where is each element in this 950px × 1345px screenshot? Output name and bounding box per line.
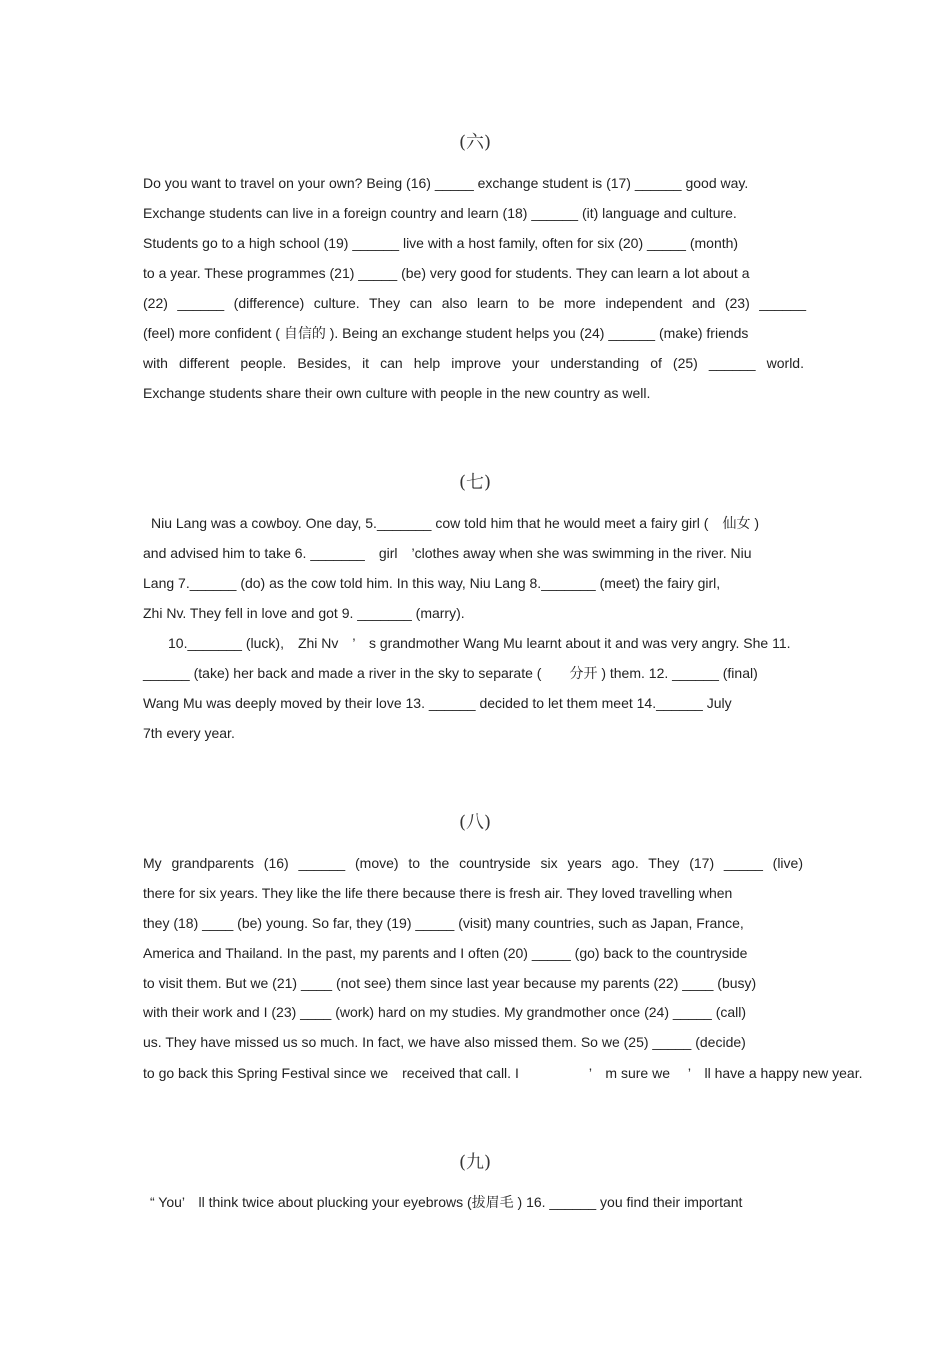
- text-line: 10._______ (luck), Zhi Nv ’ s grandmother Wang Mu learnt about it and was very angry. She 11.: [168, 635, 791, 651]
- section-heading: (八): [458, 812, 492, 833]
- text-line: My grandparents (16) ______ (move) to the countryside six years ago. They (17) _____ (live): [143, 855, 803, 871]
- text-line: to a year. These programmes (21) _____ (be) very good for students. They can learn a lot about a: [143, 265, 750, 281]
- text-line: America and Thailand. In the past, my parents and I often (20) _____ (go) back to the countryside: [143, 945, 748, 961]
- text-line: and advised him to take 6. _______ girl ’clothes away when she was swimming in the river. Niu: [143, 545, 752, 561]
- section-heading: (七): [458, 472, 492, 493]
- section-heading: (六): [458, 132, 492, 153]
- text-line: they (18) ____ (be) young. So far, they (19) _____ (visit) many countries, such as Japan, France,: [143, 915, 744, 931]
- text-line: to go back this Spring Festival since we received that call. I ’ m sure we ’ ll have a happy new year.: [143, 1065, 863, 1081]
- text-line: (22) ______ (difference) culture. They can also learn to be more independent and (23) ______: [143, 295, 806, 311]
- text-line: Lang 7.______ (do) as the cow told him. In this way, Niu Lang 8._______ (meet) the fairy girl,: [143, 575, 721, 591]
- text-line: (feel) more confident ( 自信的 ). Being an exchange student helps you (24) ______ (make) friends: [143, 325, 749, 341]
- text-line: Wang Mu was deeply moved by their love 13. ______ decided to let them meet 14.______ July: [143, 695, 732, 711]
- text-line: Exchange students can live in a foreign country and learn (18) ______ (it) language and culture.: [143, 205, 737, 221]
- text-line: Exchange students share their own culture with people in the new country as well.: [143, 385, 651, 401]
- section-heading: (九): [458, 1152, 492, 1173]
- text-line: Zhi Nv. They fell in love and got 9. _______ (marry).: [143, 605, 465, 621]
- text-line: with their work and I (23) ____ (work) hard on my studies. My grandmother once (24) _____ (call): [143, 1004, 747, 1020]
- text-line: us. They have missed us so much. In fact, we have also missed them. So we (25) _____ (decide): [143, 1034, 746, 1050]
- text-line: to visit them. But we (21) ____ (not see) them since last year because my parents (22) ____ (busy): [143, 975, 757, 991]
- text-line: Do you want to travel on your own? Being (16) _____ exchange student is (17) ______ good way.: [143, 175, 749, 191]
- text-line: “ You’ ll think twice about plucking your eyebrows (拔眉毛 ) 16. ______ you find their important: [150, 1194, 743, 1210]
- text-line: ______ (take) her back and made a river in the sky to separate ( 分开 ) them. 12. ______ (final): [143, 665, 758, 681]
- text-line: Niu Lang was a cowboy. One day, 5._______ cow told him that he would meet a fairy girl ( 仙女 ): [151, 515, 760, 531]
- text-line: 7th every year.: [143, 725, 235, 741]
- text-line: there for six years. They like the life there because there is fresh air. They loved travelling when: [143, 885, 733, 901]
- text-line: Students go to a high school (19) ______ live with a host family, often for six (20) _____ (month): [143, 235, 739, 251]
- text-line: with different people. Besides, it can help improve your understanding of (25) ______ world.: [143, 355, 804, 371]
